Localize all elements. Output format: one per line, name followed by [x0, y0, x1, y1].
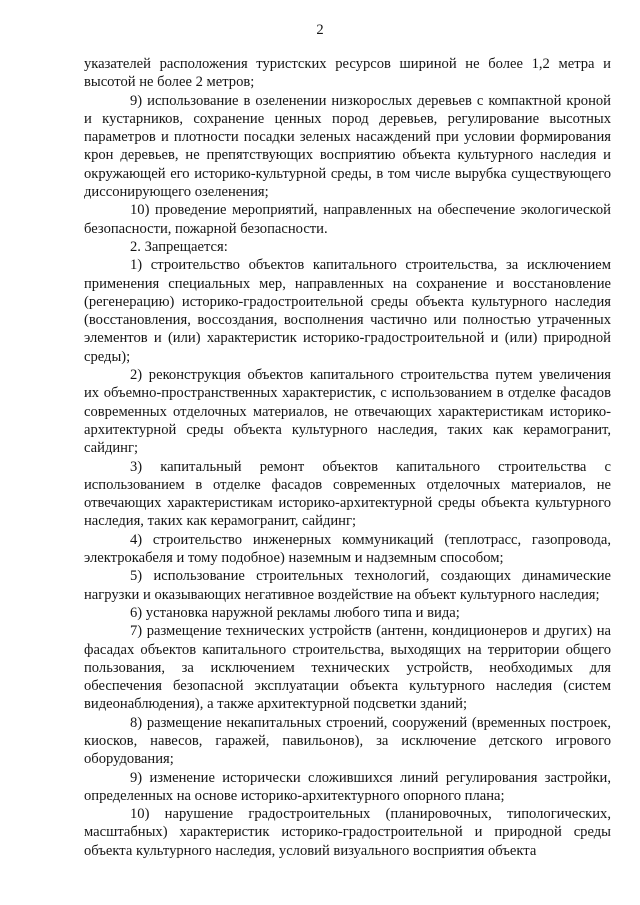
paragraph-item-10-allowed: 10) проведение мероприятий, направленных на обеспечение экологической безопасности, пожарной безопасности. — [84, 202, 611, 237]
paragraph-item-3: 3) капитальный ремонт объектов капитального строительства с использованием в отделке фасадов современных отделочных материалов, не отвечающих характеристикам историко-архитектурной среды объекта культурного наследия, таких как керамогранит, сайдинг; — [84, 458, 611, 530]
paragraph-item-10: 10) нарушение градостроительных (планировочных, типологических, масштабных) характеристик историко-градостроительной и природной среды объекта культурного наследия, условий визуального восприятия объекта — [84, 806, 611, 859]
paragraph-item-7: 7) размещение технических устройств (антенн, кондиционеров и других) на фасадах объектов капитального строительства, выходящих на территории общего пользования, за исключением технических устройств, необходимых для обеспечения безопасной эксплуатации объекта культурного наследия (систем видеонаблюдения), а также архитектурной подсветки зданий; — [84, 623, 611, 713]
paragraph-item-9-allowed: 9) использование в озеленении низкорослых деревьев с компактной кроной и кустарников, сохранение ценных пород деревьев, регулирование высотных параметров и плотности посадки зеленых насаждений при условии формирования крон деревьев, не препятствующих восприятию объекта культурного наследия и окружающей его историко-культурной среды, в том числе вырубка существующего диссонирующего озеленения; — [84, 92, 611, 201]
page-number: 2 — [316, 22, 324, 38]
section-heading-prohibited: 2. Запрещается: — [130, 238, 228, 255]
document-body — [84, 55, 611, 860]
paragraph-item-5: 5) использование строительных технологий, создающих динамические нагрузки и оказывающих негативное воздействие на объект культурного наследия; — [84, 568, 611, 603]
paragraph-continuation: указателей расположения туристских ресурсов шириной не более 1,2 метра и высотой не более 2 метров; — [84, 56, 611, 91]
paragraph-item-2: 2) реконструкция объектов капитального строительства путем увеличения их объемно-пространственных характеристик, с использованием в отделке фасадов современных отделочных материалов, не отвечающих характеристикам историко-архитектурной среды объекта культурного наследия, таких как керамогранит, сайдинг; — [84, 367, 611, 457]
paragraph-item-1: 1) строительство объектов капитального строительства, за исключением применения специальных мер, направленных на сохранение и восстановление (регенерацию) историко-градостроительной среды объекта культурного наследия (восстановления, воссоздания, восполнения частично или полностью утраченных элементов и (или) характеристик историко-градостроительной и (или) природной среды); — [84, 257, 611, 365]
paragraph-item-6: 6) установка наружной рекламы любого типа и вида; — [130, 604, 460, 621]
paragraph-item-8: 8) размещение некапитальных строений, сооружений (временных построек, киосков, навесов, гаражей, павильонов), за исключение детского игрового оборудования; — [84, 714, 611, 768]
paragraph-item-9: 9) изменение исторически сложившихся линий регулирования застройки, определенных на основе историко-архитектурного опорного плана; — [84, 769, 611, 804]
paragraph-item-4: 4) строительство инженерных коммуникаций (теплотрасс, газопровода, электрокабеля и тому подобное) наземным и надземным способом; — [84, 531, 611, 567]
